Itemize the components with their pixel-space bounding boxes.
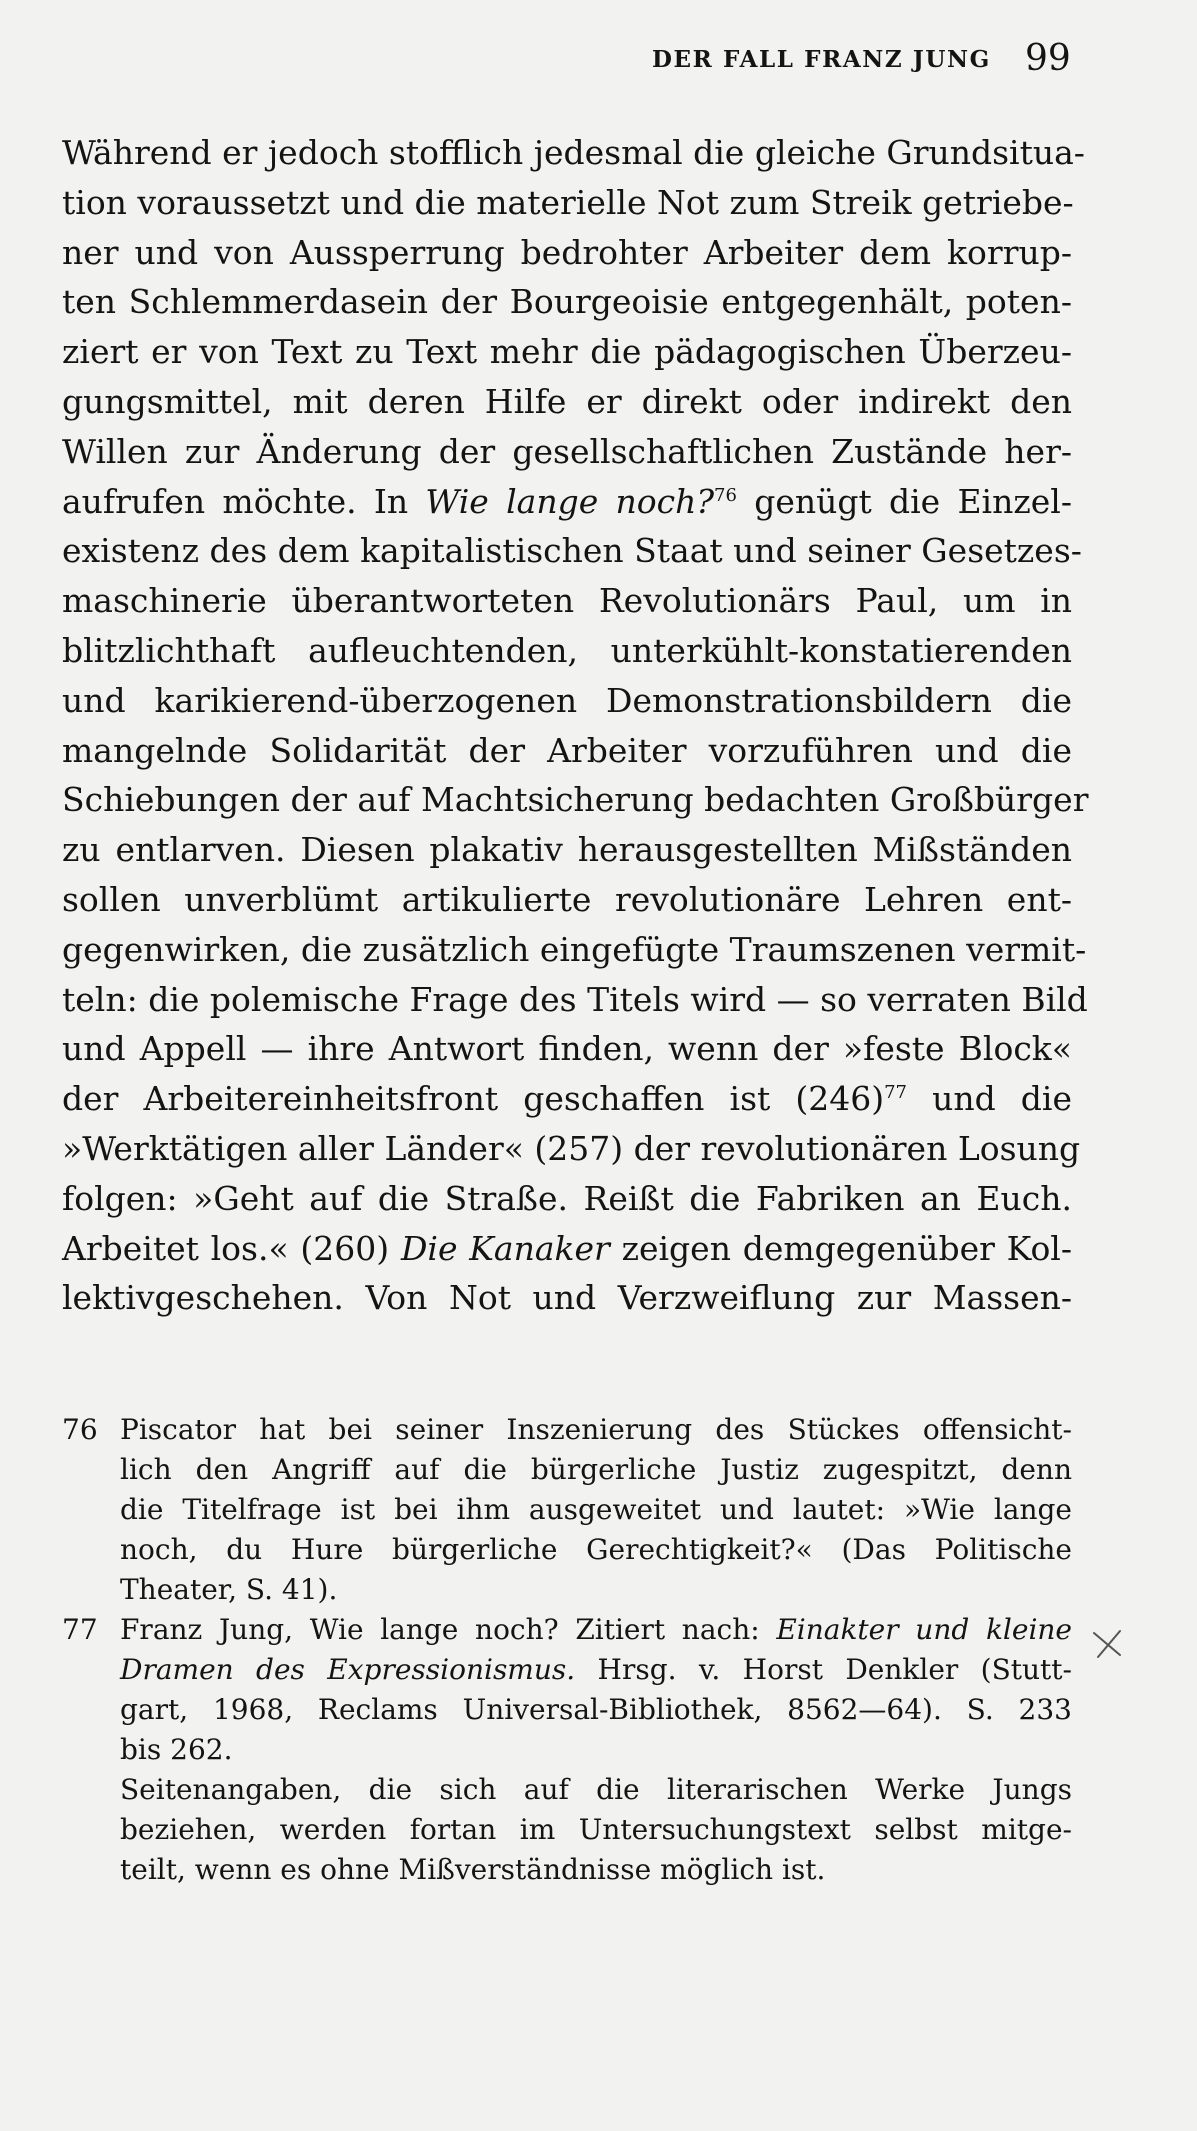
text-line: aufrufen möchte. In Wie lange noch?$^{76}$ genügt die Einzel- xyxy=(62,481,1072,521)
pencil-cross-mark-icon xyxy=(1090,1627,1124,1661)
text-line: gegenwirken, die zusätzlich eingefügte Traumszenen vermit- xyxy=(62,929,1087,969)
footnote-line: noch, du Hure bürgerliche Gerechtigkeit?« (Das Politische xyxy=(120,1533,1072,1566)
text-line: und Appell — ihre Antwort finden, wenn der »feste Block« xyxy=(62,1029,1072,1069)
text-line: teln: die polemische Frage des Titels wird — so verraten Bild xyxy=(62,979,1088,1019)
text-line: maschinerie überantworteten Revolutionärs Paul, um in xyxy=(62,581,1072,621)
footnote-line: teilt, wenn es ohne Mißverständnisse möglich ist. xyxy=(120,1853,826,1886)
text-line: folgen: »Geht auf die Straße. Reißt die Fabriken an Euch. xyxy=(62,1178,1072,1218)
footnote-ref: 76 xyxy=(714,484,737,506)
footnote-line: beziehen, werden fortan im Untersuchungstext selbst mitge- xyxy=(120,1813,1072,1846)
text-line: tion voraussetzt und die materielle Not zum Streik getriebe- xyxy=(62,182,1074,222)
footnote-line: die Titelfrage ist bei ihm ausgeweitet und lautet: »Wie lange xyxy=(120,1493,1072,1526)
main-text xyxy=(62,128,1089,1323)
text-line: und karikierend-überzogenen Demonstrationsbildern die xyxy=(62,680,1072,720)
text-line: zu entlarven. Diesen plakativ herausgestellten Mißständen xyxy=(62,830,1072,870)
play-title: Die Kanaker xyxy=(400,1228,610,1268)
footnote xyxy=(62,1610,1072,1890)
text-line: blitzlichthaft aufleuchtenden, unterkühlt-konstatierenden xyxy=(62,630,1072,670)
text-line: ziert er von Text zu Text mehr die pädagogischen Überzeu- xyxy=(62,332,1072,372)
footnote-line: Seitenangaben, die sich auf die literarischen Werke Jungs xyxy=(120,1773,1072,1806)
page-header xyxy=(0,38,1197,88)
footnote-line: Franz Jung, Wie lange noch? Zitiert nach: Einakter und kleine xyxy=(120,1613,1073,1646)
book-title: Dramen des Expressionismus. xyxy=(120,1653,576,1686)
footnote xyxy=(62,1410,1072,1610)
footnote-line: Dramen des Expressionismus. Hrsg. v. Horst Denkler (Stutt- xyxy=(120,1653,1072,1686)
text-line: mangelnde Solidarität der Arbeiter vorzuführen und die xyxy=(62,730,1072,770)
text-line: Arbeitet los.« (260) Die Kanaker zeigen demgegenüber Kol- xyxy=(62,1228,1073,1268)
text-line: »Werktätigen aller Länder« (257) der revolutionären Losung xyxy=(62,1128,1081,1168)
footnote-line: lich den Angriff auf die bürgerliche Justiz zugespitzt, denn xyxy=(120,1453,1072,1486)
footnote-line: Theater, S. 41). xyxy=(120,1573,338,1606)
footnote-number: 76 xyxy=(62,1413,98,1446)
footnotes xyxy=(62,1410,1072,1890)
footnote-line: gart, 1968, Reclams Universal-Bibliothek, 8562—64). S. 233 xyxy=(120,1693,1072,1726)
text-line: ner und von Aussperrung bedrohter Arbeiter dem korrup- xyxy=(62,232,1072,272)
text-line: existenz des dem kapitalistischen Staat und seiner Gesetzes- xyxy=(62,531,1082,571)
footnote-line: Piscator hat bei seiner Inszenierung des Stückes offensicht- xyxy=(120,1413,1072,1446)
footnote-line: bis 262. xyxy=(120,1733,233,1766)
footnote-ref: 77 xyxy=(884,1082,907,1104)
text-line: gungsmittel, mit deren Hilfe er direkt oder indirekt den xyxy=(62,381,1072,421)
text-line: Während er jedoch stofflich jedesmal die gleiche Grundsitua- xyxy=(62,133,1085,172)
book-title: Einakter und kleine xyxy=(776,1613,1073,1646)
text-line: Willen zur Änderung der gesellschaftlichen Zustände her- xyxy=(62,431,1072,471)
play-title: Wie lange noch? xyxy=(425,481,715,521)
text-line: sollen unverblümt artikulierte revolutionäre Lehren ent- xyxy=(62,879,1072,919)
text-line: der Arbeitereinheitsfront geschaffen ist $(246)^{77}$ und die xyxy=(62,1079,1072,1119)
text-line: Schiebungen der auf Machtsicherung bedachten Großbürger xyxy=(62,780,1089,820)
footnote-number: 77 xyxy=(62,1613,98,1646)
text-line: lektivgeschehen. Von Not und Verzweiflung zur Massen- xyxy=(62,1278,1072,1318)
text-line: ten Schlemmerdasein der Bourgeoisie entgegenhält, poten- xyxy=(62,282,1072,322)
page-number: 99 xyxy=(1025,38,1071,79)
running-head: DER FALL FRANZ JUNG xyxy=(652,46,991,73)
